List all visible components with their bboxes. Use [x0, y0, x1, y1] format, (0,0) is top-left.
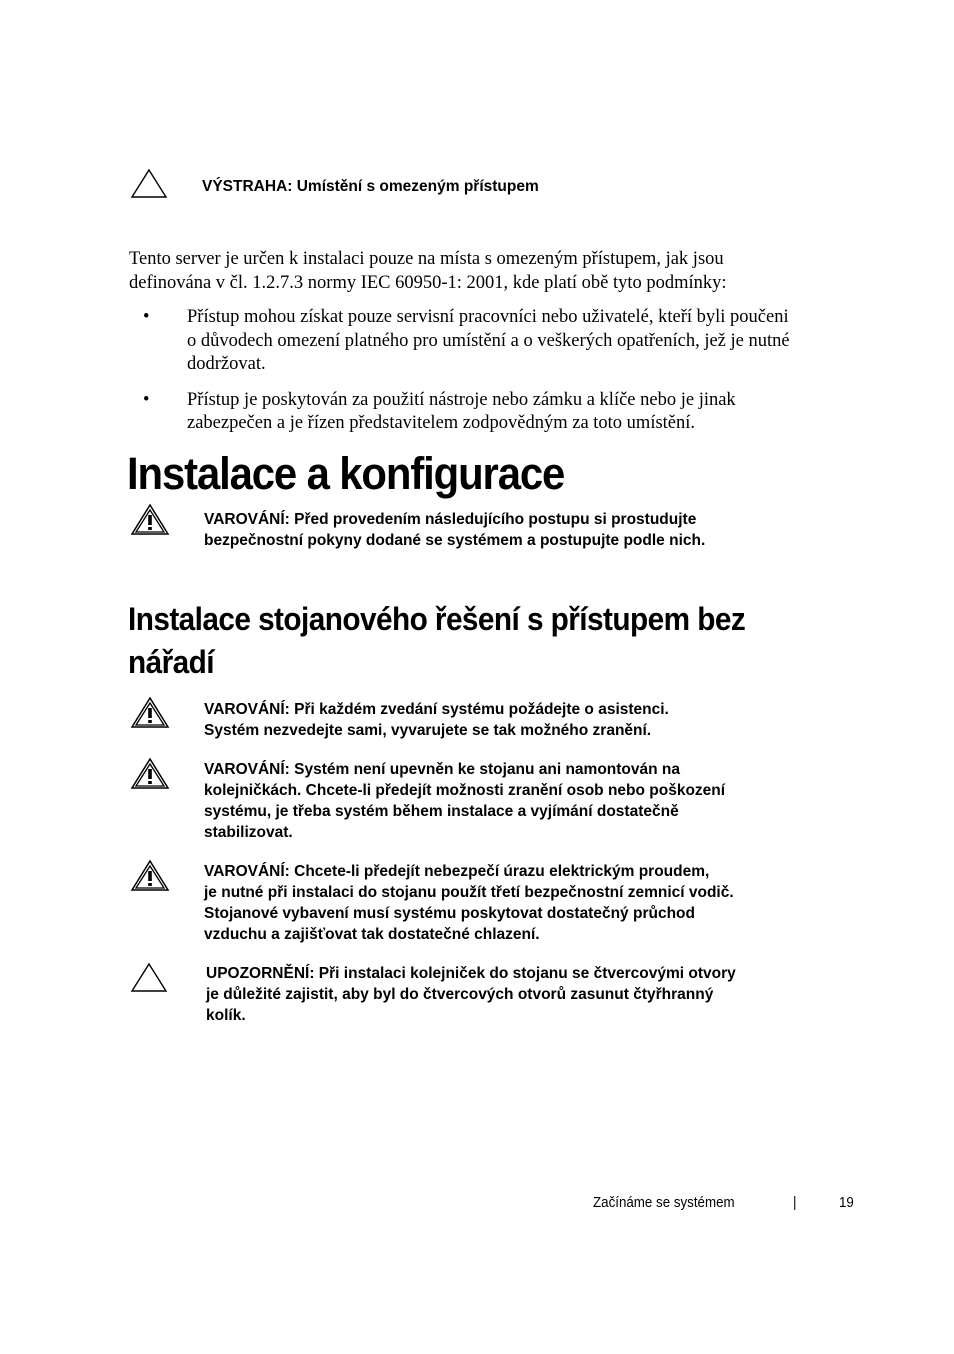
warning-line: VAROVÁNÍ: Před provedením následujícího postupu si prostudujte — [204, 511, 697, 528]
warning-line: VAROVÁNÍ: Chcete-li předejít nebezpečí úrazu elektrickým proudem, — [204, 863, 710, 880]
warning-text — [204, 509, 705, 551]
list-item-line: dodržovat. — [187, 354, 266, 374]
caution-line: kolík. — [206, 1007, 246, 1024]
page-number: 19 — [839, 1195, 854, 1211]
list-item-line: Přístup je poskytován za použití nástroje nebo zámku a klíče nebo je jinak — [187, 389, 736, 410]
list-item — [129, 389, 859, 436]
warning-line: kolejničkách. Chcete-li předejít možnosti zranění osob nebo poškození — [204, 782, 726, 799]
caution-triangle-icon — [130, 168, 168, 202]
warning-text — [204, 699, 669, 741]
caution-triangle-icon — [130, 962, 168, 996]
warning-line: Stojanové vybavení musí systému poskytovat dostatečný průchod — [204, 905, 695, 922]
warning-triangle-icon — [130, 696, 168, 730]
section-title-line: nářadí — [128, 644, 214, 680]
list-item — [129, 306, 859, 377]
warning-triangle-icon — [130, 859, 168, 893]
warning-line: VAROVÁNÍ: Systém není upevněn ke stojanu ani namontován na — [204, 761, 680, 778]
warning-line: stabilizovat. — [204, 824, 293, 841]
warning-line: bezpečnostní pokyny dodané se systémem a postupujte podle nich. — [204, 532, 706, 549]
list-item-line: Přístup mohou získat pouze servisní pracovníci nebo uživatelé, kteří byli poučeni — [187, 307, 789, 327]
warning-line: VAROVÁNÍ: Při každém zvedání systému požádejte o asistenci. — [204, 701, 669, 718]
bullet-marker: • — [143, 389, 150, 410]
warning-notice — [130, 696, 669, 741]
list-item-line: zabezpečen a je řízen představitelem zodpovědným za toto umístění. — [187, 413, 696, 433]
caution-text — [206, 963, 736, 1026]
bullet-marker: • — [143, 307, 150, 327]
intro-paragraph — [129, 247, 859, 295]
warning-triangle-icon — [130, 757, 168, 791]
warning-line: vzduchu a zajišťovat tak dostatečné chlazení. — [204, 926, 540, 943]
caution-text: VÝSTRAHA: Umístění s omezeným přístupem — [202, 178, 539, 195]
chapter-title: Instalace a konfigurace — [127, 448, 565, 499]
section-title-line: Instalace stojanového řešení s přístupem bez — [128, 601, 746, 637]
list-item-line: o důvodech omezení platného pro umístění a o veškerých opatřeních, jež je nutné — [187, 330, 790, 351]
caution-notice — [130, 168, 539, 202]
warning-notice — [130, 757, 725, 843]
warning-triangle-icon — [130, 503, 168, 537]
bullet-list — [129, 306, 859, 448]
warning-text — [204, 861, 734, 945]
footer-separator: | — [793, 1195, 797, 1211]
intro-line: definována v čl. 1.2.7.3 normy IEC 60950-1: 2001, kde platí obě tyto podmínky: — [129, 273, 727, 293]
footer-section-title: Začínáme se systémem — [593, 1195, 735, 1211]
warning-line: Systém nezvedejte sami, vyvarujete se tak možného zranění. — [204, 722, 652, 739]
caution-line: UPOZORNĚNÍ: Při instalaci kolejniček do stojanu se čtvercovými otvory — [206, 965, 736, 982]
section-title — [128, 598, 835, 684]
warning-notice — [130, 503, 705, 551]
caution-notice — [130, 962, 736, 1026]
warning-line: systému, je třeba systém během instalace a vyjímání dostatečně — [204, 803, 679, 820]
warning-text — [204, 759, 725, 843]
intro-line: Tento server je určen k instalaci pouze na místa s omezeným přístupem, jak jsou — [129, 249, 724, 269]
warning-notice — [130, 859, 734, 945]
caution-line: je důležité zajistit, aby byl do čtvercových otvorů zasunut čtyřhranný — [206, 986, 714, 1003]
warning-line: je nutné při instalaci do stojanu použít třetí bezpečnostní zemnicí vodič. — [204, 884, 734, 901]
